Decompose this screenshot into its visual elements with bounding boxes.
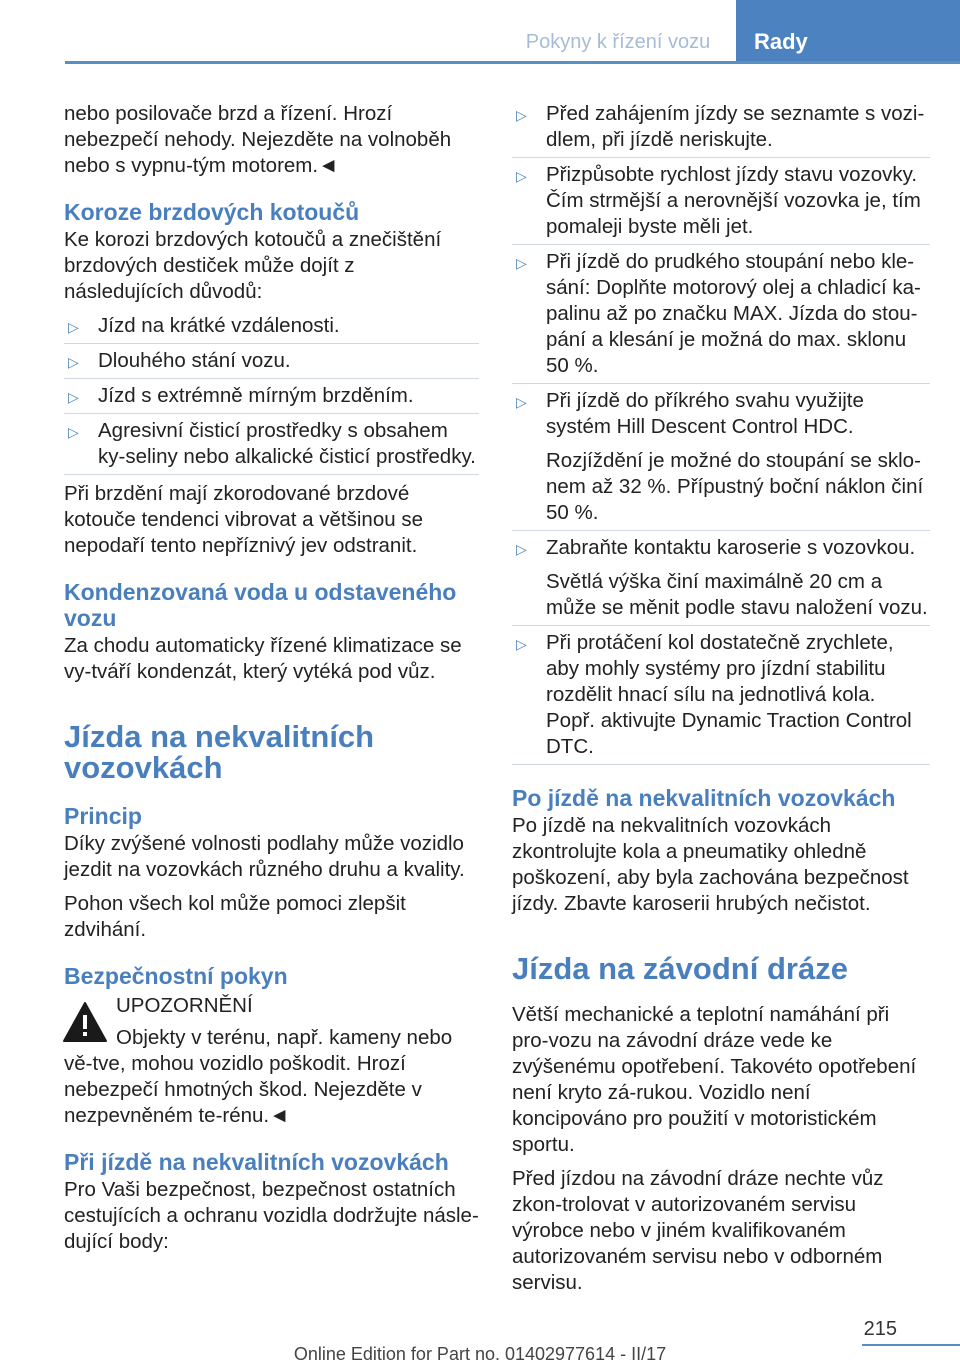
list-item-note: Rozjíždění je možné do stoupání se sklo‐nem až 32 %. Přípustný boční náklon činí 50 %. xyxy=(546,449,924,524)
po-jizde-text: Po jízdě na nekvalitních vozovkách zkontrolujte kola a pneumatiky ohledně poškození, aby byla zachována bezpečnost jízdy. Zbavte karoserii hrubých nečistot. xyxy=(512,814,909,915)
triangle-right-icon: ▷ xyxy=(68,389,79,405)
header-rule xyxy=(65,61,960,64)
heading-kondenz: Kondenzovaná voda u odstaveného vozu xyxy=(64,579,457,631)
heading-jizda-zavodni: Jízda na závodní dráze xyxy=(512,951,848,986)
list-item: ▷ Agresivní čisticí prostředky s obsahem ky‐seliny nebo alkalické čisticí prostředky. xyxy=(64,414,479,475)
header-section-title: Pokyny k řízení vozu xyxy=(525,31,711,53)
triangle-right-icon: ▷ xyxy=(516,636,527,652)
heading-pri-jizde: Při jízdě na nekvalitních vozovkách xyxy=(64,1149,449,1175)
left-column xyxy=(64,101,479,1263)
header-chapter-tab: Rady xyxy=(736,0,960,61)
right-column xyxy=(512,101,930,1304)
princip-text-1: Díky zvýšené volnosti podlahy může vozidlo jezdit na vozovkách různého druhu a kvality. xyxy=(64,832,465,881)
intro-paragraph: nebo posilovače brzd a řízení. Hrozí nebezpečí nehody. Nejezděte na volnoběh nebo s vypnu‐tým motorem.◄ xyxy=(64,102,452,177)
safety-list xyxy=(512,101,930,765)
edition-note: Online Edition for Part no. 01402977614 - II/17 xyxy=(293,1344,667,1364)
warning-block xyxy=(64,993,479,1019)
koroze-text: Ke korozi brzdových kotoučů a znečištění brzdových destiček může dojít z následujících důvodů: xyxy=(64,228,442,303)
list-item: ▷ Jízd na krátké vzdálenosti. xyxy=(64,313,479,344)
zavod-text-2: Před jízdou na závodní dráze nechte vůz zkon‐trolovat v autorizovaném servisu výrobce nebo v jiném kvalifikovaném autorizovaném servisu nebo v odborném servisu. xyxy=(512,1167,884,1294)
triangle-right-icon: ▷ xyxy=(68,354,79,370)
list-item: ▷ Před zahájením jízdy se seznamte s vozi‐dlem, při jízdě neriskujte. xyxy=(512,101,930,158)
list-item: ▷ Dlouhého stání vozu. xyxy=(64,344,479,379)
kondenz-text: Za chodu automaticky řízené klimatizace se vy‐tváří kondenzát, který vytéká pod vůz. xyxy=(64,634,462,683)
triangle-right-icon: ▷ xyxy=(516,541,527,557)
heading-koroze: Koroze brzdových kotoučů xyxy=(64,199,360,225)
list-item: ▷ Zabraňte kontaktu karoserie s vozovkou. Světlá výška činí maximálně 20 cm a může se měnit podle stavu naložení vozu. xyxy=(512,531,930,626)
triangle-right-icon: ▷ xyxy=(516,255,527,271)
princip-text-2: Pohon všech kol může pomoci zlepšit zdvihání. xyxy=(64,892,406,941)
heading-jizda-nekvalitni: Jízda na nekvalitních vozovkách xyxy=(64,719,375,785)
triangle-right-icon: ▷ xyxy=(516,107,527,123)
warning-triangle-icon xyxy=(62,1001,108,1043)
list-item: ▷ Při protáčení kol dostatečně zrychlete, aby mohly systémy pro jízdní stabilitu rozdělit hnací sílu na jednotlivá kola. Popř. aktivujte Dynamic Traction Control DTC. xyxy=(512,626,930,765)
koroze-after-text: Při brzdění mají zkorodované brzdové kotouče tendenci vibrovat a většinou se nepodaří tento nepříznivý jev odstranit. xyxy=(64,482,423,557)
list-item: ▷ Při jízdě do prudkého stoupání nebo kle‐sání: Doplňte motorový olej a chladicí ka‐palinu až po značku MAX. Jízda do stou‐pání a klesání je možná do max. sklonu 50 %. xyxy=(512,245,930,384)
list-item: ▷ Jízd s extrémně mírným brzděním. xyxy=(64,379,479,414)
triangle-right-icon: ▷ xyxy=(516,168,527,184)
koroze-list xyxy=(64,313,479,475)
warning-text: Objekty v terénu, např. kameny nebo vě‐tve, mohou vozidlo poškodit. Hrozí nebezpečí hmotných škod. Nejezděte v nezpevněném te‐rénu.◄ xyxy=(64,1026,453,1127)
triangle-right-icon: ▷ xyxy=(68,424,79,440)
heading-bezpecnostni-pokyn: Bezpečnostní pokyn xyxy=(64,963,288,989)
page-number: 215 xyxy=(863,1318,897,1340)
warning-label: UPOZORNĚNÍ xyxy=(116,994,253,1017)
list-item: ▷ Přizpůsobte rychlost jízdy stavu vozovky. Čím strmější a nerovnější vozovka je, tím pomaleji byste měli jet. xyxy=(512,158,930,245)
triangle-right-icon: ▷ xyxy=(68,319,79,335)
list-item: ▷ Při jízdě do příkrého svahu využijte systém Hill Descent Control HDC. Rozjíždění je možné do stoupání se sklo‐nem až 32 %. Přípustný boční náklon činí 50 %. xyxy=(512,384,930,531)
heading-princip: Princip xyxy=(64,803,142,829)
zavod-text-1: Větší mechanické a teplotní namáhání při pro‐vozu na závodní dráze vede ke zvýšenému opotřebení. Takovéto opotřebení není kryto zá‐rukou. Vozidlo není koncipováno pro použití v motoristickém sportu. xyxy=(512,1003,917,1156)
heading-po-jizde: Po jízdě na nekvalitních vozovkách xyxy=(512,785,896,811)
page-header xyxy=(0,0,960,64)
list-item-note: Světlá výška činí maximálně 20 cm a může se měnit podle stavu naložení vozu. xyxy=(546,570,928,619)
pri-jizde-text: Pro Vaši bezpečnost, bezpečnost ostatních cestujících a ochranu vozidla dodržujte násle‐dující body: xyxy=(64,1178,479,1253)
triangle-right-icon: ▷ xyxy=(516,394,527,410)
